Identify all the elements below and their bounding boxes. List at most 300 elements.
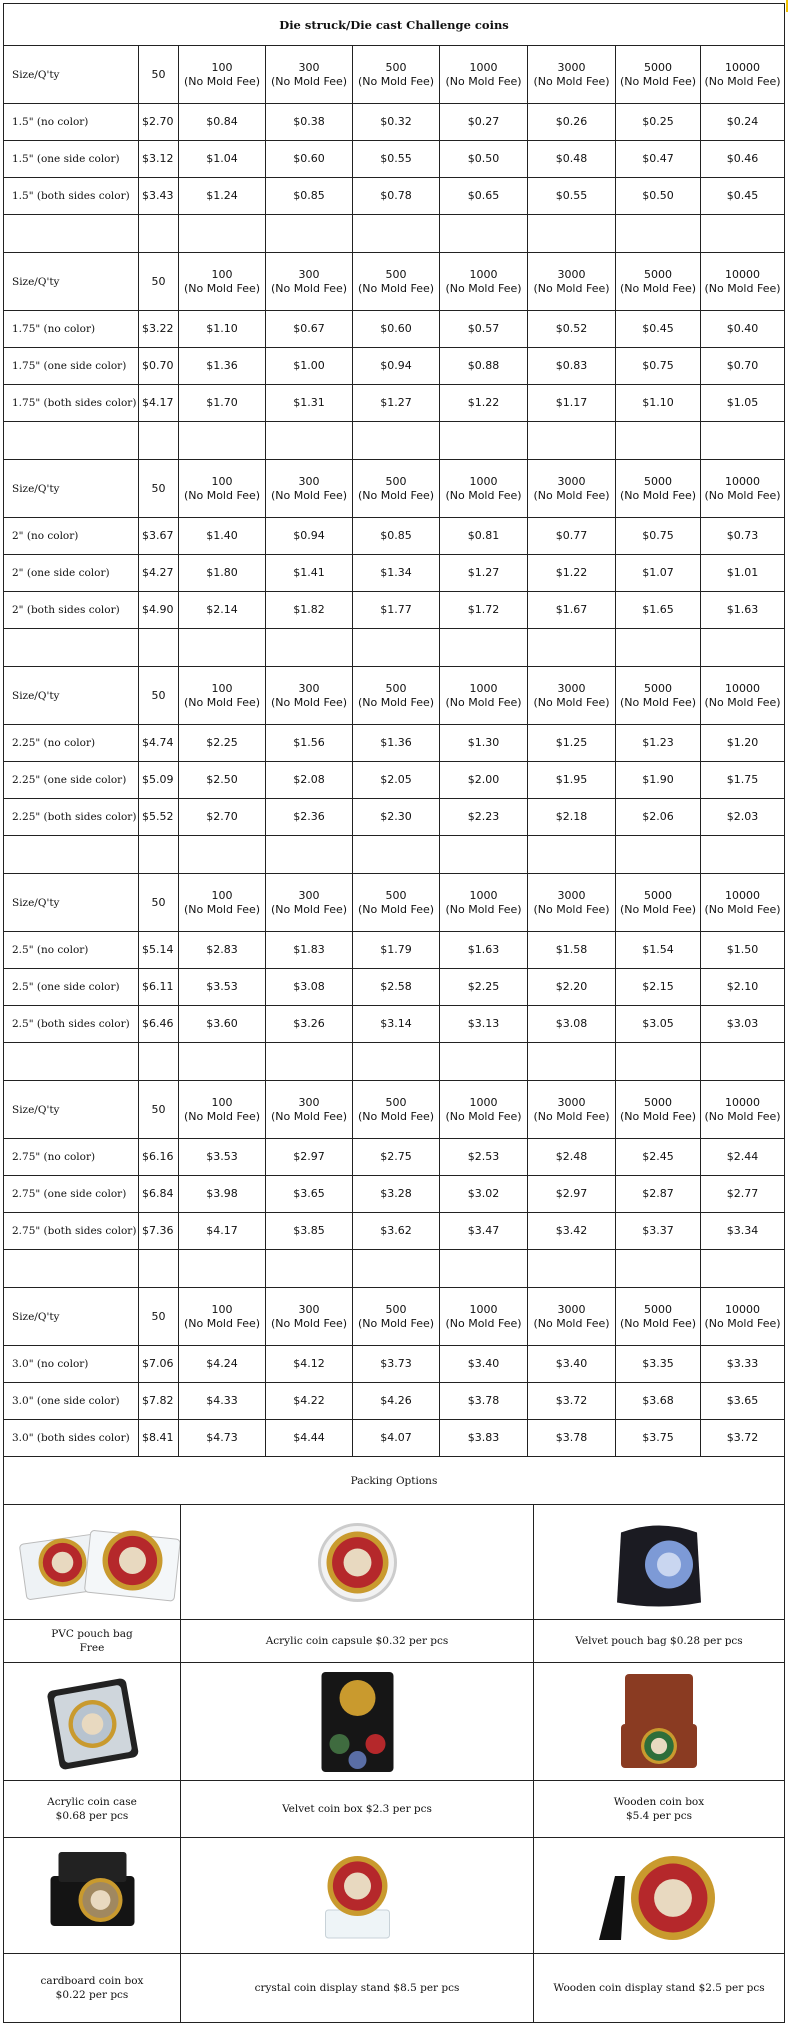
- price-cell: $4.27: [138, 554, 178, 591]
- spacer-cell: [527, 1249, 615, 1287]
- size-qty-header: Size/Q'ty: [3, 252, 138, 310]
- price-cell: $3.72: [700, 1419, 785, 1456]
- price-cell: $1.79: [352, 931, 439, 968]
- size-label: 1.75" (one side color): [3, 347, 138, 384]
- price-cell: $1.22: [439, 384, 527, 421]
- spacer-cell: [700, 1249, 785, 1287]
- spacer-cell: [3, 835, 138, 873]
- price-cell: $1.63: [700, 591, 785, 628]
- price-cell: $2.97: [527, 1175, 615, 1212]
- price-cell: $0.94: [352, 347, 439, 384]
- spacer-cell: [615, 1249, 700, 1287]
- spacer-cell: [352, 421, 439, 459]
- packing-image-cell: [533, 1837, 785, 1953]
- quantity-header: 50: [138, 873, 178, 931]
- price-cell: $2.23: [439, 798, 527, 835]
- price-cell: $4.44: [265, 1419, 352, 1456]
- price-cell: $1.70: [178, 384, 265, 421]
- price-cell: $0.24: [700, 103, 785, 140]
- spacer-cell: [265, 835, 352, 873]
- price-cell: $0.78: [352, 177, 439, 214]
- price-cell: $0.60: [352, 310, 439, 347]
- price-cell: $1.56: [265, 724, 352, 761]
- price-cell: $7.36: [138, 1212, 178, 1249]
- quantity-header: 100 (No Mold Fee): [178, 45, 265, 103]
- quantity-header: 10000 (No Mold Fee): [700, 459, 785, 517]
- packing-title: Packing Options: [3, 1456, 785, 1504]
- quantity-header: 5000 (No Mold Fee): [615, 1287, 700, 1345]
- quantity-header: 1000 (No Mold Fee): [439, 45, 527, 103]
- price-cell: $1.36: [178, 347, 265, 384]
- quantity-header: 300 (No Mold Fee): [265, 1080, 352, 1138]
- price-cell: $2.10: [700, 968, 785, 1005]
- price-cell: $3.68: [615, 1382, 700, 1419]
- quantity-header: 5000 (No Mold Fee): [615, 252, 700, 310]
- spacer-cell: [700, 214, 785, 252]
- size-qty-header: Size/Q'ty: [3, 666, 138, 724]
- quantity-header: 300 (No Mold Fee): [265, 252, 352, 310]
- price-cell: $7.06: [138, 1345, 178, 1382]
- quantity-header: 50: [138, 459, 178, 517]
- spacer-cell: [3, 628, 138, 666]
- price-cell: $1.75: [700, 761, 785, 798]
- price-cell: $1.04: [178, 140, 265, 177]
- price-cell: $1.27: [439, 554, 527, 591]
- wooden-display-stand-icon: [534, 1839, 784, 1953]
- price-cell: $4.17: [178, 1212, 265, 1249]
- price-cell: $2.25: [178, 724, 265, 761]
- price-cell: $2.15: [615, 968, 700, 1005]
- price-cell: $0.88: [439, 347, 527, 384]
- price-cell: $0.45: [700, 177, 785, 214]
- price-cell: $1.24: [178, 177, 265, 214]
- acrylic-coin-capsule-icon: [182, 1506, 533, 1619]
- size-label: 3.0" (both sides color): [3, 1419, 138, 1456]
- quantity-header: 1000 (No Mold Fee): [439, 252, 527, 310]
- spacer-cell: [439, 214, 527, 252]
- price-cell: $2.70: [138, 103, 178, 140]
- price-cell: $3.40: [527, 1345, 615, 1382]
- price-cell: $2.18: [527, 798, 615, 835]
- price-cell: $0.85: [265, 177, 352, 214]
- price-cell: $1.10: [178, 310, 265, 347]
- price-cell: $3.73: [352, 1345, 439, 1382]
- price-cell: $3.40: [439, 1345, 527, 1382]
- quantity-header: 300 (No Mold Fee): [265, 873, 352, 931]
- size-label: 1.75" (both sides color): [3, 384, 138, 421]
- quantity-header: 100 (No Mold Fee): [178, 1287, 265, 1345]
- size-label: 1.5" (both sides color): [3, 177, 138, 214]
- price-cell: $1.77: [352, 591, 439, 628]
- price-cell: $0.73: [700, 517, 785, 554]
- spacer-cell: [178, 1249, 265, 1287]
- price-cell: $3.60: [178, 1005, 265, 1042]
- quantity-header: 5000 (No Mold Fee): [615, 45, 700, 103]
- spacer-cell: [352, 214, 439, 252]
- price-cell: $3.26: [265, 1005, 352, 1042]
- quantity-header: 3000 (No Mold Fee): [527, 252, 615, 310]
- price-cell: $6.46: [138, 1005, 178, 1042]
- price-cell: $0.38: [265, 103, 352, 140]
- velvet-pouch-bag-icon: [534, 1506, 784, 1619]
- size-qty-header: Size/Q'ty: [3, 45, 138, 103]
- quantity-header: 300 (No Mold Fee): [265, 1287, 352, 1345]
- spacer-cell: [527, 835, 615, 873]
- price-cell: $3.98: [178, 1175, 265, 1212]
- size-label: 2.25" (one side color): [3, 761, 138, 798]
- price-cell: $3.83: [439, 1419, 527, 1456]
- price-cell: $3.43: [138, 177, 178, 214]
- spacer-cell: [178, 835, 265, 873]
- price-cell: $1.58: [527, 931, 615, 968]
- price-cell: $3.13: [439, 1005, 527, 1042]
- quantity-header: 50: [138, 1080, 178, 1138]
- price-cell: $2.00: [439, 761, 527, 798]
- spacer-cell: [3, 421, 138, 459]
- price-cell: $1.01: [700, 554, 785, 591]
- quantity-header: 10000 (No Mold Fee): [700, 45, 785, 103]
- crystal-display-stand-icon: [182, 1839, 533, 1953]
- price-cell: $3.78: [439, 1382, 527, 1419]
- price-cell: $0.84: [178, 103, 265, 140]
- price-cell: $3.53: [178, 1138, 265, 1175]
- price-cell: $1.95: [527, 761, 615, 798]
- price-cell: $1.50: [700, 931, 785, 968]
- price-cell: $1.27: [352, 384, 439, 421]
- spacer-cell: [3, 214, 138, 252]
- quantity-header: 1000 (No Mold Fee): [439, 1080, 527, 1138]
- price-cell: $0.70: [700, 347, 785, 384]
- quantity-header: 50: [138, 252, 178, 310]
- price-cell: $3.37: [615, 1212, 700, 1249]
- price-cell: $0.70: [138, 347, 178, 384]
- quantity-header: 5000 (No Mold Fee): [615, 459, 700, 517]
- quantity-header: 100 (No Mold Fee): [178, 252, 265, 310]
- quantity-header: 3000 (No Mold Fee): [527, 459, 615, 517]
- price-cell: $2.53: [439, 1138, 527, 1175]
- spacer-cell: [527, 421, 615, 459]
- packing-label: Velvet pouch bag $0.28 per pcs: [533, 1619, 785, 1662]
- price-cell: $3.08: [527, 1005, 615, 1042]
- price-cell: $2.05: [352, 761, 439, 798]
- spacer-cell: [265, 628, 352, 666]
- price-cell: $2.75: [352, 1138, 439, 1175]
- price-cell: $1.80: [178, 554, 265, 591]
- price-cell: $3.14: [352, 1005, 439, 1042]
- spacer-cell: [615, 835, 700, 873]
- spacer-cell: [178, 214, 265, 252]
- price-cell: $1.90: [615, 761, 700, 798]
- quantity-header: 3000 (No Mold Fee): [527, 1287, 615, 1345]
- price-cell: $2.03: [700, 798, 785, 835]
- spacer-cell: [439, 628, 527, 666]
- quantity-header: 50: [138, 1287, 178, 1345]
- price-cell: $0.26: [527, 103, 615, 140]
- price-cell: $2.08: [265, 761, 352, 798]
- price-cell: $0.65: [439, 177, 527, 214]
- price-cell: $0.50: [439, 140, 527, 177]
- price-cell: $3.28: [352, 1175, 439, 1212]
- price-cell: $0.60: [265, 140, 352, 177]
- price-cell: $1.41: [265, 554, 352, 591]
- price-cell: $4.90: [138, 591, 178, 628]
- price-cell: $2.06: [615, 798, 700, 835]
- size-label: 1.5" (no color): [3, 103, 138, 140]
- price-cell: $4.07: [352, 1419, 439, 1456]
- price-cell: $3.72: [527, 1382, 615, 1419]
- price-cell: $0.75: [615, 517, 700, 554]
- spacer-cell: [138, 1249, 178, 1287]
- price-cell: $1.82: [265, 591, 352, 628]
- spacer-cell: [527, 1042, 615, 1080]
- price-cell: $2.30: [352, 798, 439, 835]
- price-cell: $3.12: [138, 140, 178, 177]
- price-cell: $3.65: [700, 1382, 785, 1419]
- price-cell: $1.23: [615, 724, 700, 761]
- spacer-cell: [439, 835, 527, 873]
- packing-image-cell: [180, 1504, 533, 1619]
- price-cell: $3.34: [700, 1212, 785, 1249]
- spacer-cell: [439, 1249, 527, 1287]
- sheet-title: Die struck/Die cast Challenge coins: [3, 3, 785, 45]
- size-label: 2.5" (one side color): [3, 968, 138, 1005]
- price-cell: $2.97: [265, 1138, 352, 1175]
- price-cell: $3.05: [615, 1005, 700, 1042]
- price-cell: $0.67: [265, 310, 352, 347]
- size-qty-header: Size/Q'ty: [3, 1080, 138, 1138]
- quantity-header: 3000 (No Mold Fee): [527, 1080, 615, 1138]
- price-cell: $1.63: [439, 931, 527, 968]
- quantity-header: 5000 (No Mold Fee): [615, 666, 700, 724]
- quantity-header: 50: [138, 666, 178, 724]
- spacer-cell: [138, 421, 178, 459]
- quantity-header: 100 (No Mold Fee): [178, 459, 265, 517]
- packing-label: Acrylic coin case $0.68 per pcs: [3, 1780, 180, 1837]
- quantity-header: 10000 (No Mold Fee): [700, 252, 785, 310]
- packing-label: cardboard coin box $0.22 per pcs: [3, 1953, 180, 2023]
- packing-label: Acrylic coin capsule $0.32 per pcs: [180, 1619, 533, 1662]
- price-cell: $3.78: [527, 1419, 615, 1456]
- packing-label: PVC pouch bag Free: [3, 1619, 180, 1662]
- packing-label: crystal coin display stand $8.5 per pcs: [180, 1953, 533, 2023]
- size-label: 2" (no color): [3, 517, 138, 554]
- acrylic-coin-case-icon: [5, 1664, 180, 1780]
- price-cell: $1.17: [527, 384, 615, 421]
- price-cell: $0.77: [527, 517, 615, 554]
- price-cell: $1.31: [265, 384, 352, 421]
- packing-image-cell: [3, 1662, 180, 1780]
- price-cell: $0.94: [265, 517, 352, 554]
- wooden-coin-box-icon: [534, 1664, 784, 1780]
- packing-label: Velvet coin box $2.3 per pcs: [180, 1780, 533, 1837]
- size-label: 1.5" (one side color): [3, 140, 138, 177]
- price-cell: $1.72: [439, 591, 527, 628]
- packing-image-cell: [533, 1662, 785, 1780]
- spacer-cell: [439, 421, 527, 459]
- quantity-header: 1000 (No Mold Fee): [439, 873, 527, 931]
- price-cell: $0.85: [352, 517, 439, 554]
- spacer-cell: [265, 1042, 352, 1080]
- spacer-cell: [352, 835, 439, 873]
- spacer-cell: [700, 1042, 785, 1080]
- price-cell: $3.02: [439, 1175, 527, 1212]
- quantity-header: 3000 (No Mold Fee): [527, 873, 615, 931]
- price-cell: $2.50: [178, 761, 265, 798]
- spacer-cell: [700, 421, 785, 459]
- quantity-header: 500 (No Mold Fee): [352, 873, 439, 931]
- size-qty-header: Size/Q'ty: [3, 873, 138, 931]
- spacer-cell: [178, 628, 265, 666]
- price-cell: $4.73: [178, 1419, 265, 1456]
- price-cell: $1.30: [439, 724, 527, 761]
- spacer-cell: [352, 1249, 439, 1287]
- price-cell: $3.75: [615, 1419, 700, 1456]
- size-label: 2.75" (no color): [3, 1138, 138, 1175]
- size-label: 2.5" (no color): [3, 931, 138, 968]
- price-cell: $6.16: [138, 1138, 178, 1175]
- quantity-header: 300 (No Mold Fee): [265, 45, 352, 103]
- price-cell: $2.87: [615, 1175, 700, 1212]
- quantity-header: 1000 (No Mold Fee): [439, 666, 527, 724]
- price-cell: $0.32: [352, 103, 439, 140]
- price-cell: $5.09: [138, 761, 178, 798]
- price-cell: $2.70: [178, 798, 265, 835]
- pvc-pouch-bag-icon: [5, 1506, 180, 1619]
- spacer-cell: [178, 421, 265, 459]
- price-cell: $4.33: [178, 1382, 265, 1419]
- size-label: 2.75" (both sides color): [3, 1212, 138, 1249]
- spacer-cell: [352, 628, 439, 666]
- spacer-cell: [527, 628, 615, 666]
- size-label: 3.0" (one side color): [3, 1382, 138, 1419]
- quantity-header: 100 (No Mold Fee): [178, 873, 265, 931]
- spacer-cell: [615, 421, 700, 459]
- price-cell: $3.33: [700, 1345, 785, 1382]
- spacer-cell: [265, 1249, 352, 1287]
- packing-label: Wooden coin display stand $2.5 per pcs: [533, 1953, 785, 2023]
- quantity-header: 50: [138, 45, 178, 103]
- price-cell: $3.67: [138, 517, 178, 554]
- price-cell: $5.52: [138, 798, 178, 835]
- price-cell: $3.85: [265, 1212, 352, 1249]
- price-cell: $7.82: [138, 1382, 178, 1419]
- spacer-cell: [178, 1042, 265, 1080]
- size-label: 2.25" (no color): [3, 724, 138, 761]
- spacer-cell: [700, 628, 785, 666]
- quantity-header: 10000 (No Mold Fee): [700, 1287, 785, 1345]
- quantity-header: 500 (No Mold Fee): [352, 1287, 439, 1345]
- price-cell: $1.22: [527, 554, 615, 591]
- quantity-header: 1000 (No Mold Fee): [439, 1287, 527, 1345]
- price-cell: $2.83: [178, 931, 265, 968]
- price-cell: $2.48: [527, 1138, 615, 1175]
- price-cell: $4.24: [178, 1345, 265, 1382]
- size-label: 2.5" (both sides color): [3, 1005, 138, 1042]
- cardboard-coin-box-icon: [5, 1839, 180, 1953]
- price-cell: $1.20: [700, 724, 785, 761]
- price-cell: $0.50: [615, 177, 700, 214]
- price-cell: $1.54: [615, 931, 700, 968]
- price-cell: $1.07: [615, 554, 700, 591]
- price-cell: $6.84: [138, 1175, 178, 1212]
- packing-image-cell: [533, 1504, 785, 1619]
- price-cell: $3.53: [178, 968, 265, 1005]
- price-cell: $1.05: [700, 384, 785, 421]
- price-cell: $4.12: [265, 1345, 352, 1382]
- size-qty-header: Size/Q'ty: [3, 1287, 138, 1345]
- spacer-cell: [352, 1042, 439, 1080]
- price-cell: $0.55: [352, 140, 439, 177]
- price-cell: $2.77: [700, 1175, 785, 1212]
- price-cell: $0.83: [527, 347, 615, 384]
- quantity-header: 3000 (No Mold Fee): [527, 666, 615, 724]
- quantity-header: 10000 (No Mold Fee): [700, 1080, 785, 1138]
- price-cell: $2.25: [439, 968, 527, 1005]
- quantity-header: 5000 (No Mold Fee): [615, 873, 700, 931]
- quantity-header: 500 (No Mold Fee): [352, 459, 439, 517]
- quantity-header: 5000 (No Mold Fee): [615, 1080, 700, 1138]
- price-cell: $2.20: [527, 968, 615, 1005]
- packing-image-cell: [3, 1837, 180, 1953]
- price-cell: $3.35: [615, 1345, 700, 1382]
- spacer-cell: [138, 835, 178, 873]
- quantity-header: 10000 (No Mold Fee): [700, 666, 785, 724]
- price-cell: $0.55: [527, 177, 615, 214]
- price-cell: $1.00: [265, 347, 352, 384]
- price-cell: $4.74: [138, 724, 178, 761]
- quantity-header: 10000 (No Mold Fee): [700, 873, 785, 931]
- price-cell: $3.65: [265, 1175, 352, 1212]
- spacer-cell: [615, 628, 700, 666]
- spacer-cell: [3, 1249, 138, 1287]
- price-cell: $4.17: [138, 384, 178, 421]
- price-cell: $1.40: [178, 517, 265, 554]
- spacer-cell: [439, 1042, 527, 1080]
- spacer-cell: [138, 1042, 178, 1080]
- spacer-cell: [138, 214, 178, 252]
- price-cell: $0.46: [700, 140, 785, 177]
- price-cell: $0.25: [615, 103, 700, 140]
- price-cell: $1.34: [352, 554, 439, 591]
- quantity-header: 300 (No Mold Fee): [265, 459, 352, 517]
- price-cell: $8.41: [138, 1419, 178, 1456]
- price-cell: $1.83: [265, 931, 352, 968]
- price-cell: $0.27: [439, 103, 527, 140]
- price-cell: $1.67: [527, 591, 615, 628]
- size-label: 1.75" (no color): [3, 310, 138, 347]
- quantity-header: 500 (No Mold Fee): [352, 666, 439, 724]
- price-cell: $3.08: [265, 968, 352, 1005]
- size-qty-header: Size/Q'ty: [3, 459, 138, 517]
- price-cell: $0.81: [439, 517, 527, 554]
- packing-label: Wooden coin box $5.4 per pcs: [533, 1780, 785, 1837]
- quantity-header: 100 (No Mold Fee): [178, 666, 265, 724]
- price-cell: $2.45: [615, 1138, 700, 1175]
- spacer-cell: [700, 835, 785, 873]
- price-cell: $0.47: [615, 140, 700, 177]
- price-cell: $1.65: [615, 591, 700, 628]
- price-cell: $3.42: [527, 1212, 615, 1249]
- price-cell: $3.03: [700, 1005, 785, 1042]
- price-cell: $2.44: [700, 1138, 785, 1175]
- price-cell: $4.22: [265, 1382, 352, 1419]
- spacer-cell: [138, 628, 178, 666]
- velvet-coin-box-icon: [182, 1664, 533, 1780]
- price-cell: $2.14: [178, 591, 265, 628]
- price-cell: $0.45: [615, 310, 700, 347]
- packing-image-cell: [3, 1504, 180, 1619]
- price-cell: $3.22: [138, 310, 178, 347]
